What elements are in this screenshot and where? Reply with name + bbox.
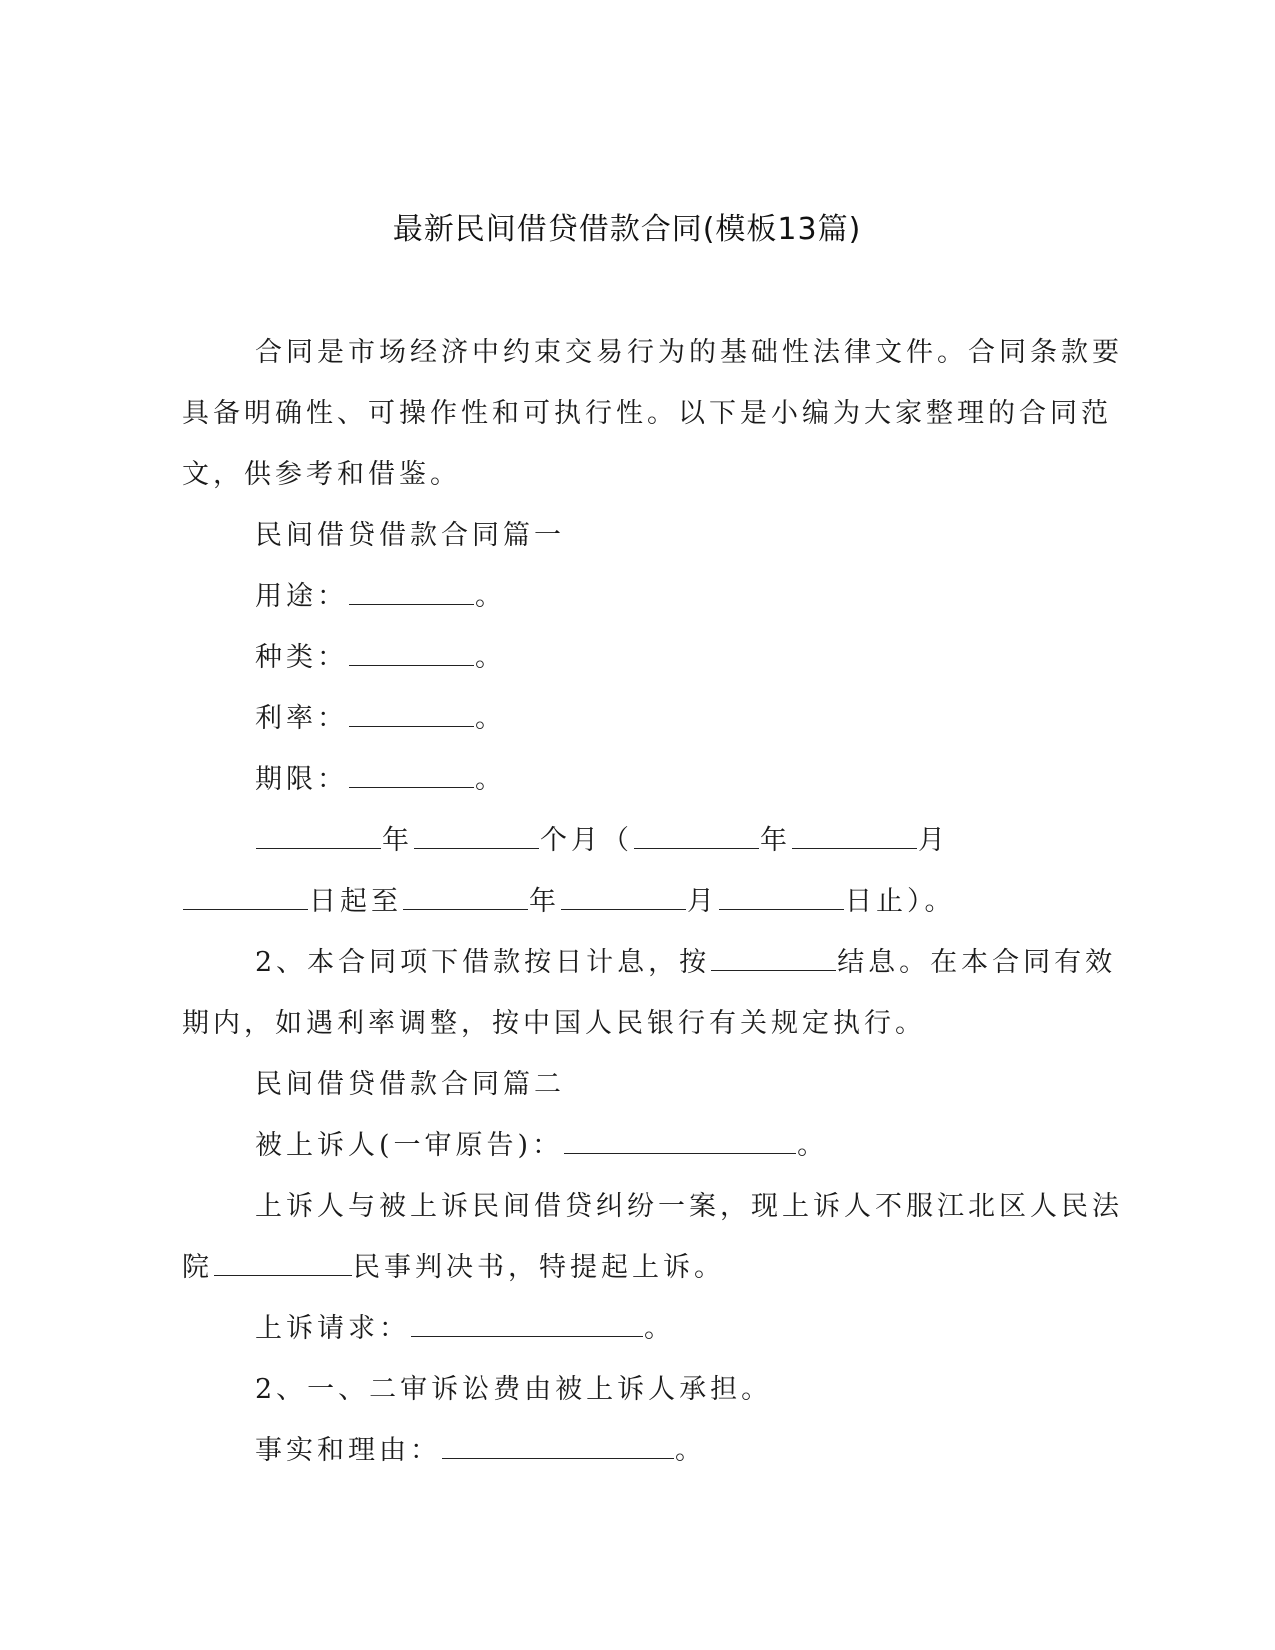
document-body [182,322,1123,1481]
clause-2-line-2: 期内，如遇利率调整，按中国人民银行有关规定执行。 [182,1008,926,1039]
interest-blank [711,948,836,971]
appellee-label: 被上诉人(一审原告)： [255,1130,564,1161]
request-label: 上诉请求： [255,1313,410,1344]
term-line [182,749,1052,810]
intro-line-2: 具备明确性、可操作性和可执行性。以下是小编为大家整理的合同范 [182,398,1112,429]
facts-line [182,1420,1052,1481]
day-from-unit: 日起至 [309,886,402,917]
facts-end: 。 [675,1435,706,1466]
end-month-blank [561,887,686,910]
purpose-end: 。 [475,581,506,612]
request-end: 。 [644,1313,675,1344]
purpose-blank [349,582,474,605]
rate-end: 。 [475,703,506,734]
term-detail-line-1 [182,810,1052,871]
year-unit: 年 [382,825,413,856]
clause-2-mid: 结息。在本合同有效 [837,947,1117,978]
document-title: 最新民间借贷借款合同(模板13篇) [392,212,862,247]
appellee-line [182,1115,1052,1176]
request-line [182,1298,1052,1359]
appeal-line-2-start: 院 [182,1252,213,1283]
start-year-unit: 年 [760,825,791,856]
appeal-line-2 [182,1237,1052,1298]
end-month-unit: 月 [687,886,718,917]
years-blank [256,826,381,849]
clause-2-line-1 [182,932,1117,993]
type-line [182,627,1052,688]
section-1-heading: 民间借贷借款合同篇一 [255,520,565,551]
term-blank [349,765,474,788]
section-2-heading: 民间借贷借款合同篇二 [255,1069,565,1100]
facts-label: 事实和理由： [255,1435,441,1466]
purpose-label: 用途： [255,581,348,612]
end-day-blank [719,887,844,910]
costs-line: 2、一、二审诉讼费由被上诉人承担。 [255,1374,773,1405]
appeal-line-1: 上诉人与被上诉民间借贷纠纷一案，现上诉人不服江北区人民法 [255,1191,1123,1222]
intro-line-3: 文，供参考和借鉴。 [182,459,461,490]
term-label: 期限： [255,764,348,795]
start-month-unit: 月 [918,825,949,856]
rate-line [182,688,1052,749]
months-unit: 个月（ [540,825,633,856]
end-year-blank [403,887,528,910]
purpose-line [182,566,1052,627]
appeal-line-2-end: 民事判决书，特提起上诉。 [353,1252,725,1283]
judgment-number-blank [214,1253,352,1276]
months-blank [414,826,539,849]
rate-label: 利率： [255,703,348,734]
day-end-unit: 日止）。 [845,886,956,917]
rate-blank [349,704,474,727]
start-day-blank [183,887,308,910]
appellee-blank [564,1131,796,1154]
request-blank [411,1314,643,1337]
type-blank [349,643,474,666]
term-end: 。 [475,764,506,795]
type-end: 。 [475,642,506,673]
facts-blank [442,1436,674,1459]
start-month-blank [792,826,917,849]
end-year-unit: 年 [529,886,560,917]
type-label: 种类： [255,642,348,673]
appellee-end: 。 [797,1130,829,1161]
term-detail-line-2 [182,871,1052,932]
clause-2-start: 2、本合同项下借款按日计息，按 [255,947,711,978]
start-year-blank [634,826,759,849]
intro-line-1: 合同是市场经济中约束交易行为的基础性法律文件。合同条款要 [255,337,1123,368]
